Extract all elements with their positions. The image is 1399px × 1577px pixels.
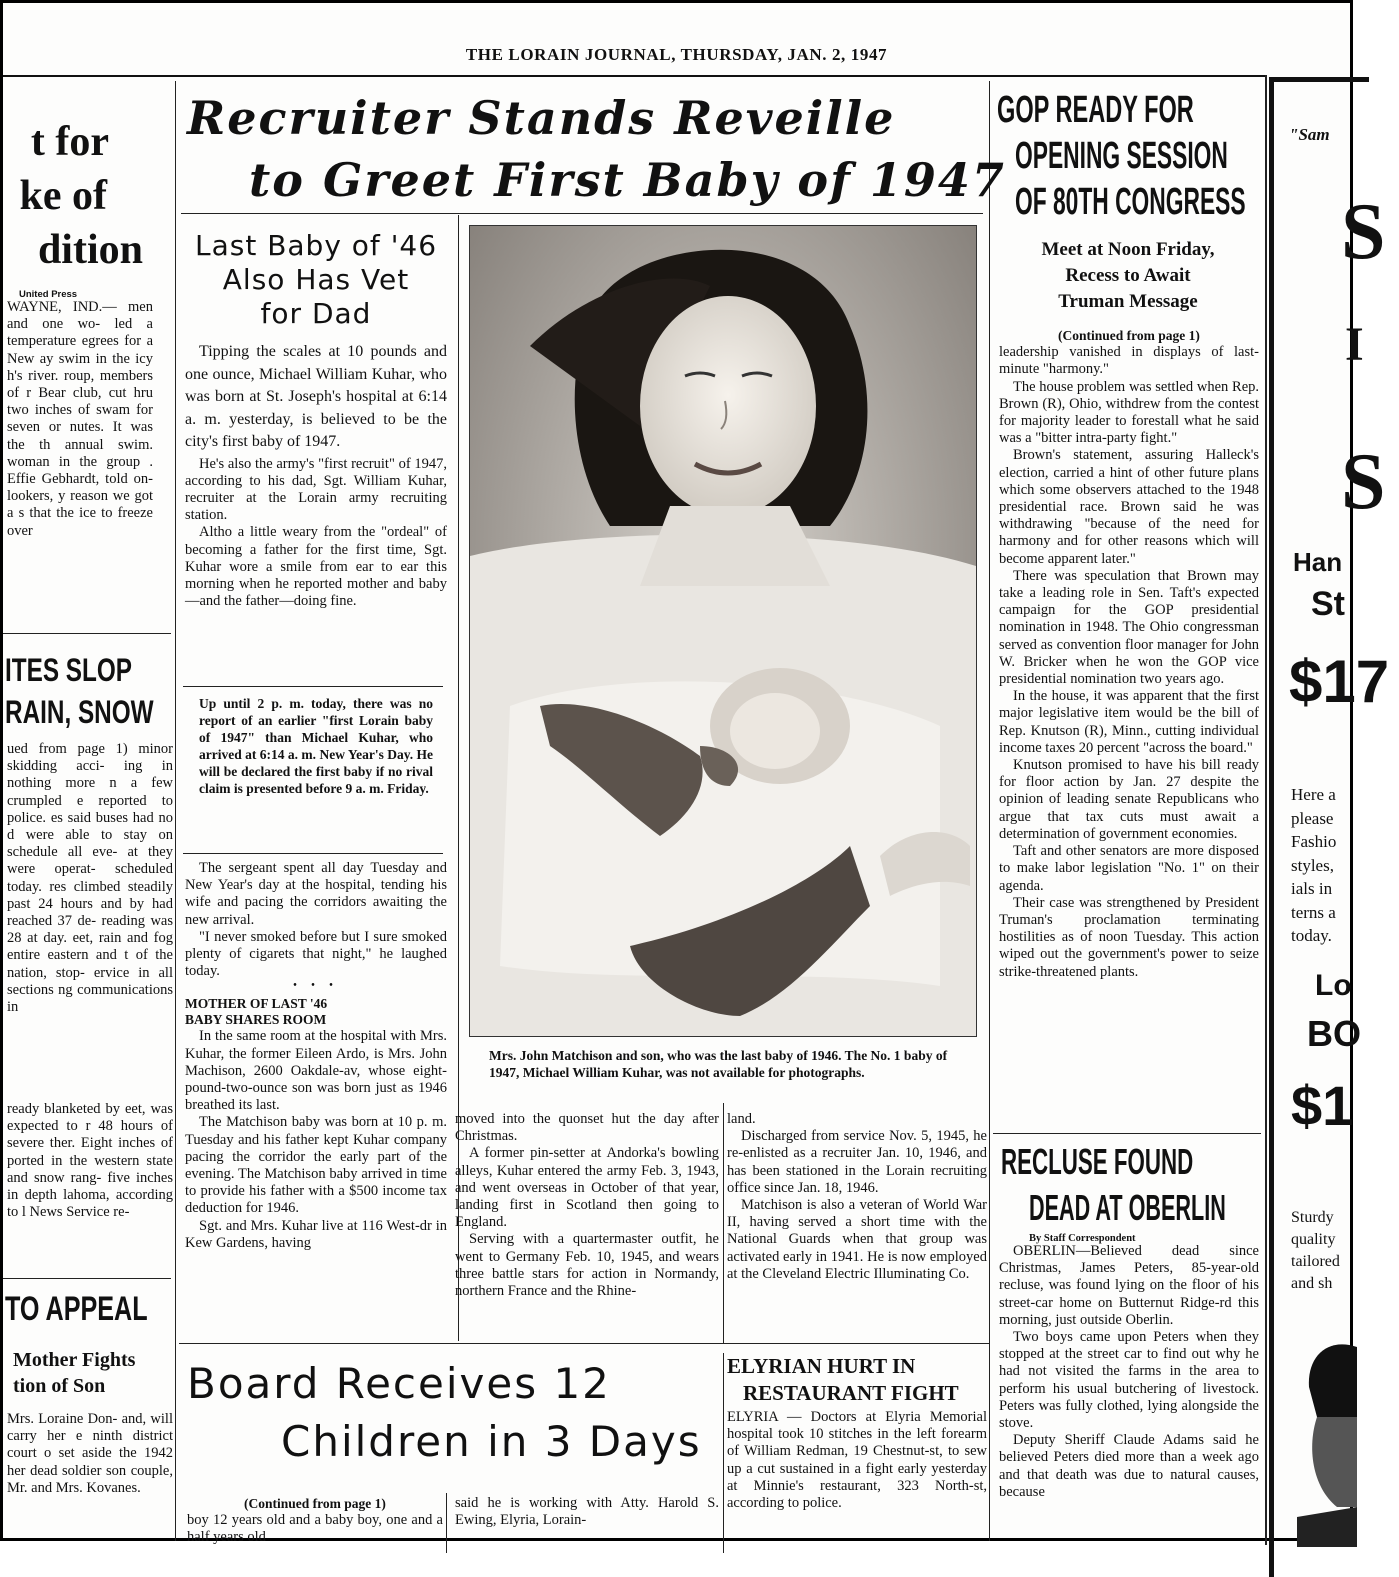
gop-subhead-line: Meet at Noon Friday, bbox=[1041, 239, 1215, 260]
story-rule bbox=[3, 633, 171, 634]
left-headline-line: ke of bbox=[19, 173, 107, 219]
story-rule bbox=[183, 853, 443, 854]
main-headline-line2: to Greet First Baby of 1947 bbox=[249, 153, 1006, 207]
ad-price2: $1 bbox=[1291, 1074, 1354, 1137]
recluse-p3: Deputy Sheriff Claude Adams said he believed Peters died more than a week ago and that death was due to natural causes, because bbox=[999, 1432, 1259, 1500]
gop-p1: leadership vanished in displays of last-minute "harmony." bbox=[999, 344, 1259, 378]
masthead: THE LORAIN JOURNAL, THURSDAY, JAN. 2, 1947 bbox=[465, 45, 888, 64]
main-col1-p8: Sgt. and Mrs. Kuhar live at 116 West-dr in Kew Gardens, having bbox=[185, 1217, 447, 1251]
main-col1-lower bbox=[185, 860, 447, 1252]
photo-image bbox=[470, 226, 976, 1036]
ad-han: Han bbox=[1293, 547, 1343, 577]
recluse-body bbox=[999, 1243, 1259, 1538]
story-rule bbox=[993, 1133, 1261, 1134]
ad-bottom bbox=[1291, 1207, 1340, 1295]
elyrian-headline-line: RESTAURANT FIGHT bbox=[743, 1381, 959, 1405]
main-subhead-line: for Dad bbox=[260, 297, 372, 330]
recluse-headline-line: DEAD AT OBERLIN bbox=[1029, 1187, 1226, 1228]
ad-column bbox=[1269, 77, 1390, 1538]
column-rule bbox=[723, 1353, 724, 1553]
left-story2-headline bbox=[5, 649, 201, 733]
gop-headline-line: GOP READY FOR bbox=[997, 89, 1194, 131]
ad-lo: Lo bbox=[1315, 969, 1352, 1002]
column-rule bbox=[723, 1103, 724, 1343]
main-col1-p4: The sergeant spent all day Tuesday and New Year's day at the hospital, tending his wife and pacing the corridors awaiting the new arrival. bbox=[185, 860, 447, 928]
ad-body-line: terns a bbox=[1291, 902, 1336, 922]
ad-body-line: ials in bbox=[1291, 879, 1333, 898]
main-headline-line1: Recruiter Stands Reveille bbox=[187, 91, 896, 145]
gop-p6: Knutson promised to have his bill ready for floor action by Jan. 27 despite the opinion of leading senate Republicans who argue that tax cuts must await a determination of government economies. bbox=[999, 757, 1259, 842]
recluse-p2: Two boys came upon Peters when they stopped at the street car to find out why he had not visited the farms in the area to perform his usual butchering of livestock. Peters was fully clothed, lying alongside the stove. bbox=[999, 1329, 1259, 1432]
left-story4-text: Mrs. Loraine Don- and, will carry her e ninth district court o set aside the 1942 her dead soldier son couple, Mr. and Mrs. Kovanes. bbox=[7, 1411, 173, 1496]
column-rule bbox=[1265, 75, 1267, 1545]
main-col3-p2: Discharged from service Nov. 5, 1945, he re-enlisted as a recruiter Jan. 10, 1946, and has been stationed in the Lorain recruiting office since Jan. 18, 1946. bbox=[727, 1128, 987, 1196]
main-col1-p1: Tipping the scales at 10 pounds and one ounce, Michael William Kuhar, who was born at St. Joseph's hospital at 6:14 a. m. yesterday, is believed to be the city's first baby of 1947. bbox=[185, 343, 447, 450]
board-headline bbox=[187, 1355, 717, 1471]
main-col1-p2: He's also the army's "first recruit" of 1947, according to his dad, Sgt. William Kuhar, recruiter at the Lorain army recruiting station. bbox=[185, 455, 447, 524]
gop-p4: There was speculation that Brown may take a leading role in Sen. Taft's expected campaign for the GOP presidential nomination in 1948. The Ohio congressman served as convention floor manager for John W. Bricker when he won the GOP vice presidential nomination two years ago. bbox=[999, 567, 1259, 688]
gop-headline-line: OF 80TH CONGRESS bbox=[1015, 181, 1246, 223]
gop-p5: In the house, it was apparent that the first major legislative item would be the bill of Rep. Knutson (R), Minn., cutting individual income taxes 20 percent "across the board." bbox=[999, 688, 1259, 756]
gop-p3: Brown's statement, assuring Halleck's election, carried a hint of other future plans which some observers attached to the 1948 presidential race. Brown said he was withdrawing "because of the need for harmony and for other reasons which will become apparent later." bbox=[999, 447, 1259, 567]
side-head-line: MOTHER OF LAST '46 bbox=[185, 996, 328, 1012]
ad-body-line: styles, bbox=[1291, 855, 1334, 875]
main-col1-p6: In the same room at the hospital with Mrs. Kuhar, the former Eileen Ardo, is Mrs. John Machison, 2600 Oakdale-av, whose eight-pound-two-ounce son was born just as 1946 breathed its last. bbox=[185, 1028, 447, 1114]
ad-body-line: Fashio bbox=[1291, 832, 1337, 851]
ad-big-letter: I bbox=[1345, 318, 1364, 371]
left-story4-subhead-line: Mother Fights bbox=[13, 1349, 136, 1371]
recluse-byline: By Staff Correspondent bbox=[1029, 1233, 1136, 1244]
ad-bottom-line: and sh bbox=[1291, 1275, 1333, 1292]
section-dots: • • • bbox=[293, 980, 339, 992]
ad-body-line: Here a bbox=[1291, 785, 1336, 804]
gop-p7: Taft and other senators are more disposed to make labor legislation "No. 1" on their agenda. bbox=[999, 843, 1259, 894]
ad-body-line: please bbox=[1291, 808, 1334, 828]
left-credit: United Press bbox=[19, 289, 78, 300]
side-head bbox=[185, 996, 447, 1028]
left-headline bbox=[3, 115, 173, 277]
main-headline bbox=[187, 87, 1006, 211]
gop-subhead-line: Recess to Await bbox=[1065, 265, 1191, 286]
left-headline-line: dition bbox=[37, 227, 143, 273]
ad-figure-illustration bbox=[1297, 1307, 1357, 1547]
main-subhead-line: Last Baby of '46 bbox=[194, 229, 438, 262]
column-rule bbox=[446, 1493, 447, 1553]
ad-body bbox=[1291, 783, 1336, 948]
main-bulletin: Up until 2 p. m. today, there was no report of an earlier "first Lorain baby of 1947" than Michael Kuhar, who arrived at 6:14 a. m. New Year's Day. He will be declared the first baby if no rival claim is presented before 9 a. m. Friday. bbox=[199, 696, 433, 796]
left-headline-line: t for bbox=[30, 119, 109, 165]
left-story3-text: ready blanketed by eet, was expected to r 48 hours of severe ther. Eight inches of ported in the western state and snow rang- five inches in depth lahoma, according to l News Service re- bbox=[7, 1101, 173, 1221]
left-story4-subhead-line: tion of Son bbox=[13, 1375, 106, 1397]
masthead-rule bbox=[3, 75, 1265, 77]
side-head-line: BABY SHARES ROOM bbox=[185, 1012, 327, 1028]
main-col2-p3: Serving with a quartermaster outfit, he went to Germany Feb. 10, 1945, and wears three battle stars for action in Normandy, northern France and the Rhine- bbox=[455, 1231, 719, 1300]
main-col2 bbox=[455, 1111, 719, 1300]
main-col1-p7: The Matchison baby was born at 10 p. m. Tuesday and his father kept Kuhar company pacing the corridor the early part of the evening. The Matchison baby arrived in time to provide his father with a $500 income tax deduction for 1946. bbox=[185, 1114, 447, 1217]
left-story2-text: ued from page 1) minor skidding acci- ing in nothing more n a few crumpled e reported to police. es said buses had no d were able to stay on schedule all eve- at they were operat- scheduled today. res climbed steadily past 24 hours and by had reached 37 de- reading was 28 at day. eet, rain and fog entire eastern and t of the nation, stop- ervice in all sections ng communications in bbox=[7, 741, 173, 1016]
main-col3-p1: land. bbox=[727, 1111, 756, 1127]
ad-quote: "Sam bbox=[1289, 125, 1330, 144]
elyrian-headline-line: ELYRIAN HURT IN bbox=[727, 1354, 916, 1378]
mother-and-baby-photo bbox=[469, 225, 977, 1037]
main-col1-p3: Altho a little weary from the "ordeal" of becoming a father for the first time, Sgt. Kuhar wore a smile from ear to ear this morning when he reported mother and baby—and the father—doing fine. bbox=[185, 524, 447, 610]
ad-price1: $17 bbox=[1289, 648, 1390, 715]
recluse-headline-line: RECLUSE FOUND bbox=[1001, 1141, 1194, 1182]
ad-st: St bbox=[1311, 585, 1345, 623]
gop-headline-line: OPENING SESSION bbox=[1015, 135, 1228, 177]
board-col2-text: said he is working with Atty. Harold S. Ewing, Elyria, Lorain- bbox=[455, 1495, 719, 1529]
main-subhead bbox=[183, 229, 449, 331]
gop-subhead bbox=[995, 237, 1261, 315]
gop-body bbox=[999, 327, 1259, 981]
gop-subhead-line: Truman Message bbox=[1058, 291, 1198, 312]
gop-continued: (Continued from page 1) bbox=[1058, 328, 1200, 343]
story-rule bbox=[179, 1343, 989, 1344]
story-rule bbox=[181, 213, 983, 214]
left-story4-subhead bbox=[13, 1347, 135, 1399]
ad-big-letter: S bbox=[1341, 438, 1386, 526]
board-continued: (Continued from page 1) bbox=[244, 1496, 386, 1511]
gop-p8: Their case was strengthened by President Truman's proclamation terminating hostilities as of noon Tuesday. This action wiped out the government's power to seize strike-threatened plants. bbox=[999, 894, 1259, 980]
board-headline-line2: Children in 3 Days bbox=[281, 1417, 702, 1466]
ad-bottom-line: quality bbox=[1291, 1231, 1336, 1248]
ad-bottom-line: tailored bbox=[1291, 1253, 1340, 1270]
story-rule bbox=[3, 1278, 171, 1279]
ad-bottom-line: Sturdy bbox=[1291, 1209, 1334, 1226]
main-col2-p2: A former pin-setter at Andorka's bowling alleys, Kuhar entered the army Feb. 3, 1943, and went overseas in October of that year, landing first in Scotland then going to England. bbox=[455, 1145, 719, 1231]
left-story2-headline-line: ITES SLOP bbox=[5, 652, 133, 688]
gop-p2: The house problem was settled when Rep. Brown (R), Ohio, withdrew from the contest for majority leader to forestall what he said was a "bitter intra-party fight." bbox=[999, 378, 1259, 447]
ad-body-line: today. bbox=[1291, 926, 1332, 945]
left-story2-headline-line: RAIN, SNOW bbox=[5, 694, 154, 730]
main-subhead-line: Also Has Vet bbox=[222, 263, 410, 296]
main-col2-p1: moved into the quonset hut the day after Christmas. bbox=[455, 1111, 719, 1145]
main-col1-upper bbox=[185, 341, 447, 610]
main-col3 bbox=[727, 1111, 987, 1283]
board-headline-line1: Board Receives 12 bbox=[187, 1359, 611, 1408]
board-col1-text: boy 12 years old and a baby boy, one and a half years old bbox=[187, 1512, 443, 1546]
left-story4-headline: TO APPEAL bbox=[5, 1290, 148, 1328]
elyrian-text: ELYRIA — Doctors at Elyria Memorial hospital took 10 stitches in the left forearm of William Redman, 19 Chestnut-st, to sew up a cut sustained in a fight early yesterday at Minnie's restaurant, 323 North-st, according to police. bbox=[727, 1409, 987, 1512]
story-rule bbox=[183, 686, 443, 687]
ad-big-letter: S bbox=[1341, 188, 1386, 276]
elyrian-headline bbox=[727, 1353, 987, 1407]
column-rule bbox=[175, 81, 176, 1541]
main-col3-p3: Matchison is also a veteran of World War II, having served a short time with the National Guards when that group was activated early in 1941. He is now employed at the Cleveland Electric Illuminating Co. bbox=[727, 1197, 987, 1282]
main-col1-p5: "I never smoked before but I sure smoked plenty of cigarets that night," he laughed today. bbox=[185, 928, 447, 980]
recluse-p1: OBERLIN—Believed dead since Christmas, James Peters, 85-year-old recluse, was found lying on the floor of his street-car home on Butternut Ridge-rd this morning, just outside Oberlin. bbox=[999, 1243, 1259, 1328]
left-story1-text: WAYNE, IND.— men and one wo- led a temperature egrees for a New ay swim in the icy h's river. roup, members of r Bear club, cut hru two inches of swam for seven or nutes. It was the th annual swim. woman in the group . Effie Gebhardt, told on-lookers, y reason we got a s that the ice to freeze over bbox=[7, 299, 153, 539]
column-rule bbox=[989, 81, 990, 1541]
photo-caption: Mrs. John Matchison and son, who was the last baby of 1946. The No. 1 baby of 1947, Michael William Kuhar, was not available for photographs. bbox=[489, 1048, 948, 1080]
ad-bo: BO bbox=[1307, 1013, 1361, 1054]
